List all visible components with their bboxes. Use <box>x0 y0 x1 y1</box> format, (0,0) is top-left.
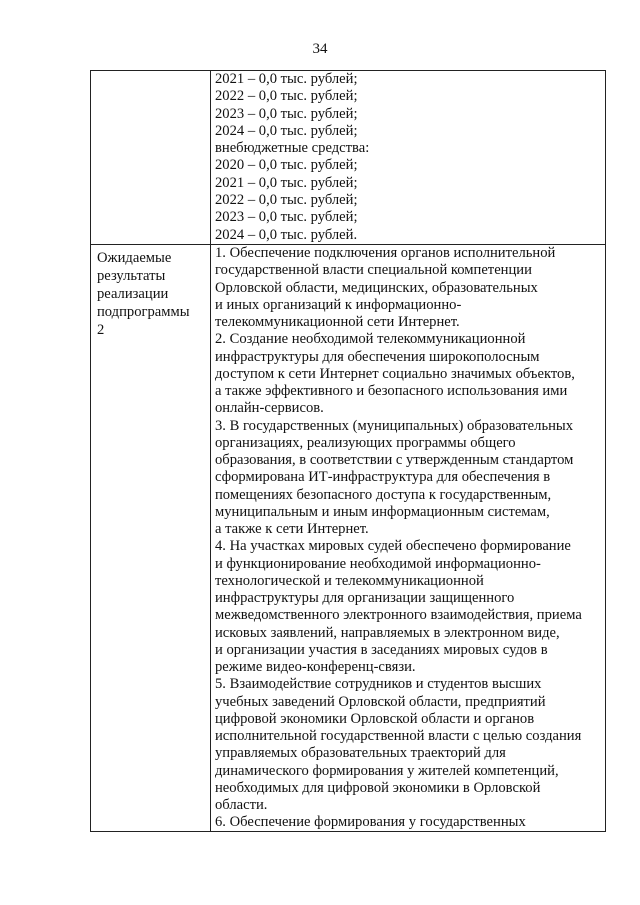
result-line: режиме видео-конференц-связи. <box>215 659 416 675</box>
result-line: доступом к сети Интернет социально значимых объектов, <box>215 365 575 382</box>
result-line: 5. Взаимодействие сотрудников и студентов высших <box>215 676 542 693</box>
result-line: необходимых для цифровой экономики в Орловской <box>215 779 541 796</box>
result-line: 1. Обеспечение подключения органов исполнительной <box>215 245 556 261</box>
result-line: межведомственного электронного взаимодействия, приема <box>215 607 582 624</box>
row-label-line: подпрограммы <box>97 304 190 320</box>
column-divider <box>210 245 211 831</box>
row-label-line: 2 <box>97 322 105 338</box>
row-label-line: Ожидаемые <box>97 250 172 266</box>
result-line: государственной власти специальной компетенции <box>215 262 532 279</box>
result-line: технологической и телекоммуникационной <box>215 572 484 589</box>
result-line: 4. На участках мировых судей обеспечено формирование <box>215 538 571 555</box>
financing-line: 2023 – 0,0 тыс. рублей; <box>215 209 358 226</box>
result-line: онлайн-сервисов. <box>215 400 324 417</box>
financing-line: 2022 – 0,0 тыс. рублей; <box>215 88 358 105</box>
result-line: Орловской области, медицинских, образовательных <box>215 279 538 296</box>
row-2-right-cell <box>215 245 605 832</box>
row-label-line: реализации <box>97 286 169 302</box>
result-line: помещениях безопасного доступа к государственным, <box>215 486 552 503</box>
result-line: а также к сети Интернет. <box>215 521 369 537</box>
financing-line: 2021 – 0,0 тыс. рублей; <box>215 71 358 87</box>
column-divider <box>210 71 211 244</box>
financing-line: 2020 – 0,0 тыс. рублей; <box>215 157 358 174</box>
result-line: инфраструктуры для организации защищенного <box>215 590 515 606</box>
table-row-financing <box>91 71 605 245</box>
result-line: динамического формирования у жителей компетенций, <box>215 762 559 779</box>
document-table <box>90 70 606 832</box>
result-line: организациях, реализующих программы общего <box>215 434 516 451</box>
result-line: а также эффективного и безопасного использования ими <box>215 383 568 399</box>
result-line: телекоммуникационной сети Интернет. <box>215 314 460 330</box>
result-line: 6. Обеспечение формирования у государственных <box>215 814 526 831</box>
table-row-expected-results <box>91 245 605 831</box>
financing-line: 2022 – 0,0 тыс. рублей; <box>215 192 358 209</box>
result-line: сформирована ИТ-инфраструктура для обеспечения в <box>215 469 551 486</box>
result-line: муниципальным и иным информационным системам, <box>215 503 550 520</box>
financing-line: 2024 – 0,0 тыс. рублей; <box>215 122 358 139</box>
financing-line: внебюджетные средства: <box>215 140 370 157</box>
result-line: учебных заведений Орловской области, предприятий <box>215 693 546 710</box>
result-line: и иных организаций к информационно- <box>215 296 462 313</box>
result-line: инфраструктуры для обеспечения широкополосным <box>215 348 540 365</box>
row-label-line: результаты <box>97 268 166 284</box>
result-line: и функционирование необходимой информационно- <box>215 555 541 572</box>
result-line: исковых заявлений, направляемых в электронном виде, <box>215 624 560 641</box>
row-2-left-cell <box>97 249 207 339</box>
financing-line: 2023 – 0,0 тыс. рублей; <box>215 105 358 122</box>
financing-line: 2024 – 0,0 тыс. рублей. <box>215 226 358 243</box>
result-line: управляемых образовательных траекторий для <box>215 745 506 762</box>
result-line: 2. Создание необходимой телекоммуникационной <box>215 331 526 348</box>
result-line: образования, в соответствии с утвержденным стандартом <box>215 452 574 468</box>
result-line: цифровой экономики Орловской области и органов <box>215 710 535 727</box>
row-1-right-cell <box>215 71 605 244</box>
result-line: исполнительной государственной власти с целью создания <box>215 728 582 744</box>
financing-line: 2021 – 0,0 тыс. рублей; <box>215 174 358 191</box>
result-line: области. <box>215 797 268 813</box>
result-line: и организации участия в заседаниях мировых судов в <box>215 641 548 658</box>
result-line: 3. В государственных (муниципальных) образовательных <box>215 417 574 434</box>
page-number: 34 <box>312 41 328 57</box>
